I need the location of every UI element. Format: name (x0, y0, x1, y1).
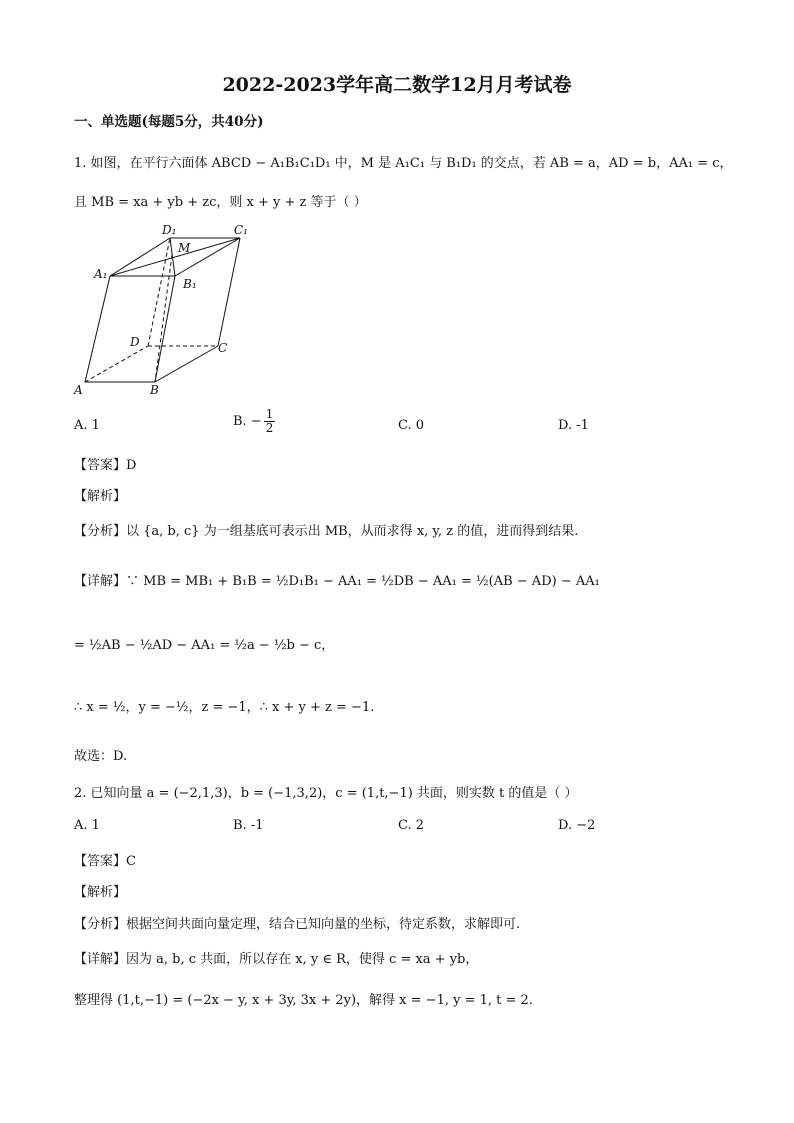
q2-analysis: 【分析】根据空间共面向量定理，结合已知向量的坐标，待定系数，求解即可. (74, 917, 521, 932)
label-b: B (150, 383, 159, 397)
edge-cc1 (218, 238, 240, 346)
diag-a1c1 (110, 238, 240, 276)
q1-stem-line1: 1. 如图，在平行六面体 ABCD − A₁B₁C₁D₁ 中，M 是 A₁C₁ 与 B₁D₁ 的交点，若 AB = a，AD = b，AA₁ = c， (74, 156, 733, 171)
edge-bb1 (155, 276, 175, 382)
q1-analysis: 【分析】以 {a, b, c} 为一组基底可表示出 MB，从而求得 x, y, z 的值，进而得到结果. (74, 524, 579, 539)
q1-detail-line2: = ½AB − ½AD − AA₁ = ½a − ½b − c， (74, 638, 335, 653)
label-d1: D₁ (162, 223, 177, 237)
label-a: A (74, 383, 83, 397)
edge-a1d1 (110, 238, 170, 276)
label-a1: A₁ (94, 267, 108, 281)
q1-jiexi-label: 【解析】 (74, 489, 127, 504)
q2-option-a: A. 1 (74, 818, 100, 833)
label-c: C (218, 341, 228, 355)
edge-aa1 (85, 276, 110, 382)
q1-detail-line1: 【详解】∵ MB = MB₁ + B₁B = ½D₁B₁ − AA₁ = ½DB − AA₁ = ½(AB − AD) − AA₁ (74, 574, 600, 589)
edge-ad-hidden (85, 346, 148, 382)
q2-answer: 【答案】C (74, 854, 136, 869)
page-title: 2022-2023学年高二数学12月月考试卷 (222, 74, 572, 96)
q1-option-a: A. 1 (74, 418, 100, 433)
segment-mb-hidden (155, 255, 172, 382)
q1-option-b: B. − $\frac{1}{2}$ (233, 407, 274, 435)
q2-option-d: D. −2 (558, 818, 596, 833)
q1-stem-line2: 且 MB = xa + yb + zc，则 x + y + z 等于（ ） (74, 195, 367, 210)
q2-stem: 2. 已知向量 a = (−2,1,3)，b = (−1,3,2)，c = (1,t,−1) 共面，则实数 t 的值是（ ） (74, 786, 578, 801)
q2-detail-line2: 整理得 (1,t,−1) = (−2x − y, x + 3y, 3x + 2y)，解得 x = −1, y = 1, t = 2. (74, 993, 533, 1008)
section-heading: 一、单选题(每题5分，共40分) (74, 114, 264, 130)
q2-option-b: B. -1 (233, 818, 264, 833)
parallelepiped-figure (70, 222, 260, 402)
q2-option-c: C. 2 (398, 818, 425, 833)
label-m: M (178, 241, 191, 255)
edge-bc (155, 346, 218, 382)
q2-jiexi-label: 【解析】 (74, 885, 127, 900)
q1-answer: 【答案】D (74, 458, 137, 473)
q1-detail-line3: ∴ x = ½，y = −½，z = −1，∴ x + y + z = −1. (74, 700, 375, 715)
label-c1: C₁ (234, 223, 248, 237)
q1-choose: 故选：D. (74, 749, 128, 764)
label-d: D (130, 335, 140, 349)
label-b1: B₁ (183, 277, 197, 291)
q1-option-d: D. -1 (558, 418, 589, 433)
q2-detail-line1: 【详解】因为 a, b, c 共面，所以存在 x, y ∈ R，使得 c = xa + yb， (74, 952, 479, 967)
q1-option-c: C. 0 (398, 418, 425, 433)
